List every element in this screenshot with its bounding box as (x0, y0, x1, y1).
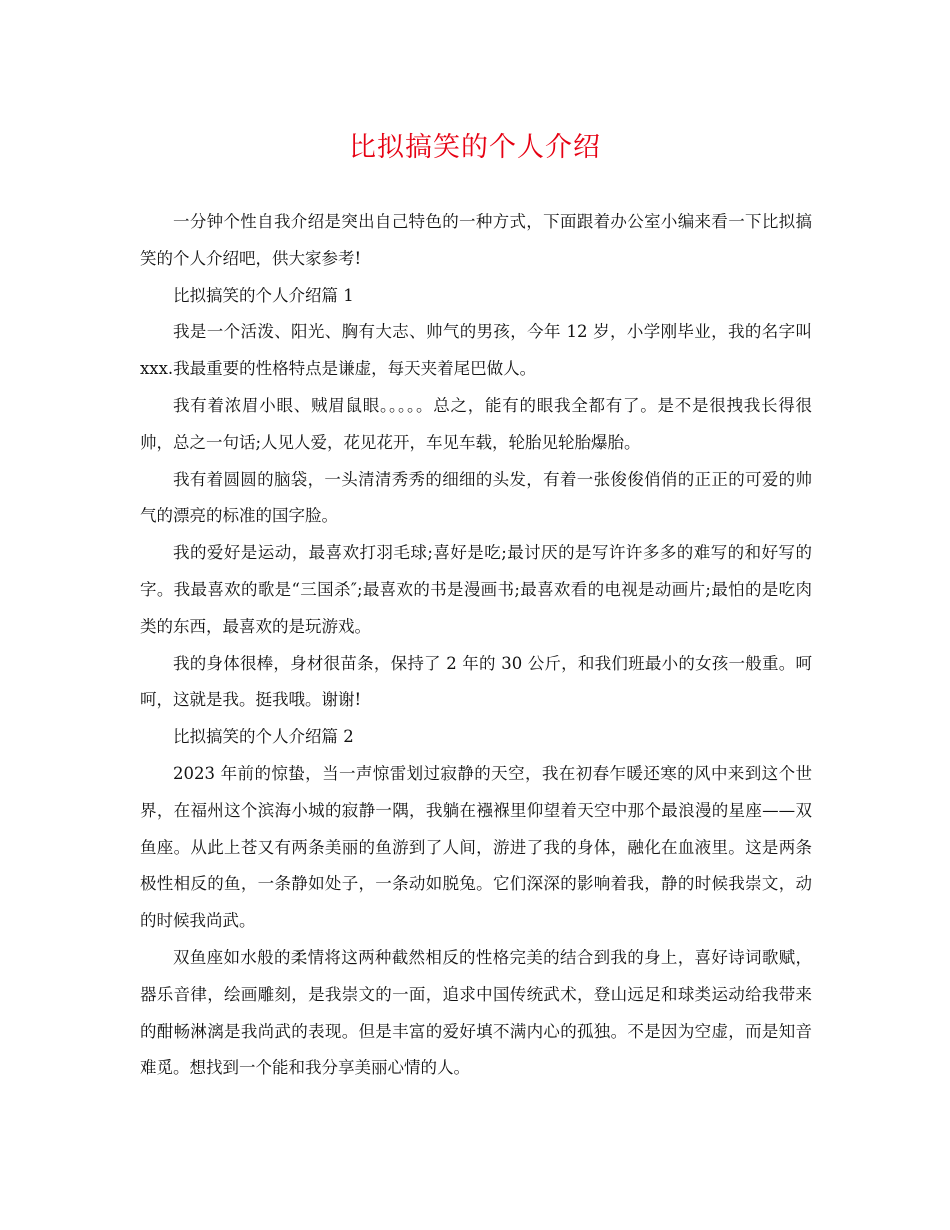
body-paragraph: 2023 年前的惊蛰，当一声惊雷划过寂静的天空，我在初春乍暖还寒的风中来到这个世界，在福州这个滨海小城的寂静一隅，我躺在襁褓里仰望着天空中那个最浪漫的星座——双鱼座。从此上苍又有两条美丽的鱼游到了人间，游进了我的身体，融化在血液里。这是两条极性相反的鱼，一条静如处子，一条动如脱兔。它们深深的影响着我，静的时候我崇文，动的时候我尚武。 (140, 763, 812, 931)
section-heading-1: 比拟搞笑的个人介绍篇 1 (173, 285, 354, 305)
intro-paragraph: 一分钟个性自我介绍是突出自己特色的一种方式，下面跟着办公室小编来看一下比拟搞笑的个人介绍吧，供大家参考! (140, 212, 812, 268)
body-paragraph: 我的身体很棒，身材很苗条，保持了 2 年的 30 公斤，和我们班最小的女孩一般重。呵呵，这就是我。挺我哦。谢谢! (140, 653, 812, 710)
body-paragraph: 我的爱好是运动，最喜欢打羽毛球;喜好是吃;最讨厌的是写许许多多的难写的和好写的字。我最喜欢的歌是“三国杀″;最喜欢的书是漫画书;最喜欢看的电视是动画片;最怕的是吃肉类的东西，最喜欢的是玩游戏。 (140, 543, 812, 636)
document-title: 比拟搞笑的个人介绍 (349, 132, 601, 163)
body-paragraph: 双鱼座如水般的柔情将这两种截然相反的性格完美的结合到我的身上，喜好诗词歌赋，器乐音律，绘画雕刻，是我崇文的一面，追求中国传统武术，登山远足和球类运动给我带来的酣畅淋漓是我尚武的表现。但是丰富的爱好填不满内心的孤独。不是因为空虚，而是知音难觅。想找到一个能和我分享美丽心情的人。 (140, 947, 812, 1078)
body-paragraph: 我有着圆圆的脑袋，一头清清秀秀的细细的头发，有着一张俊俊俏俏的正正的可爱的帅气的漂亮的标准的国字脸。 (140, 469, 812, 526)
body-paragraph: 我是一个活泼、阳光、胸有大志、帅气的男孩，今年 12 岁，小学刚毕业，我的名字叫 xxx.我最重要的性格特点是谦虚，每天夹着尾巴做人。 (140, 322, 812, 379)
section-heading-2: 比拟搞笑的个人介绍篇 2 (173, 727, 354, 747)
body-paragraph: 我有着浓眉小眼、贼眉鼠眼。。。。。总之，能有的眼我全都有了。是不是很拽我长得很帅，总之一句话;人见人爱，花见花开，车见车载，轮胎见轮胎爆胎。 (140, 395, 812, 452)
document-body (140, 204, 812, 1087)
